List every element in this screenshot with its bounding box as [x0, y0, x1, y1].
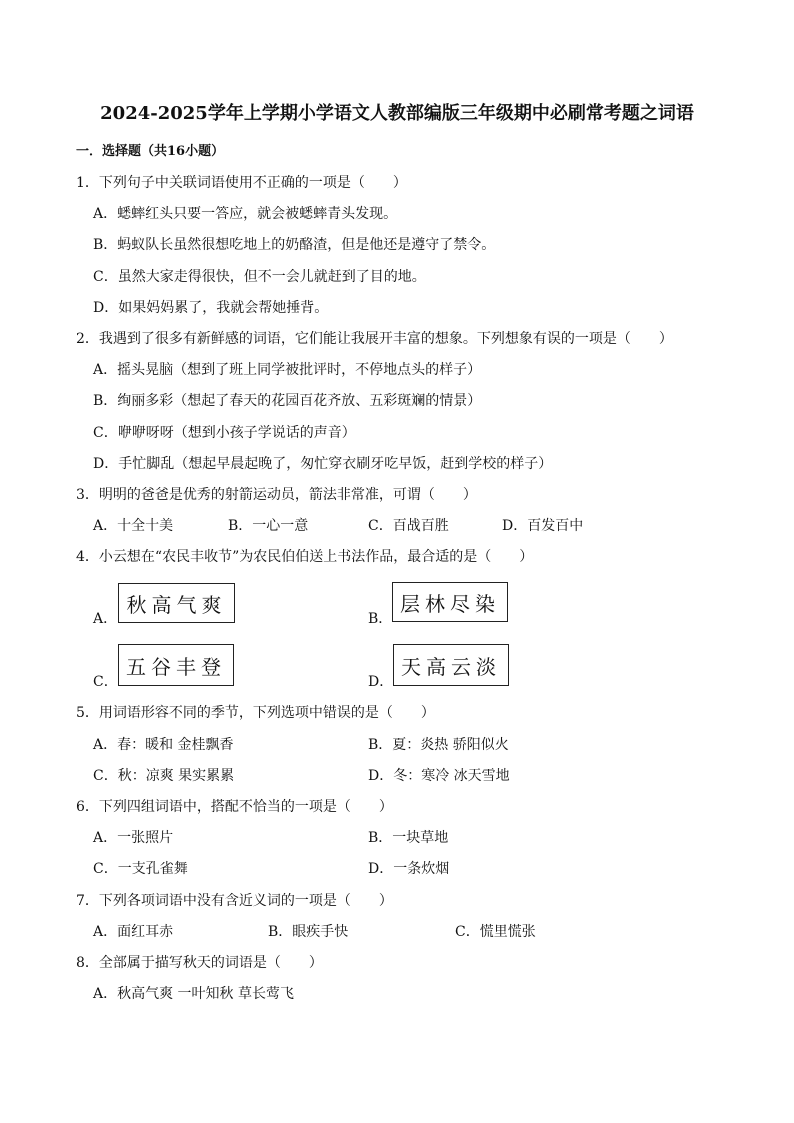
option-5b[interactable]: B．夏：炎热 骄阳似火 — [368, 737, 509, 753]
option-4a-calligraphy-box[interactable]: 秋高气爽 — [118, 583, 235, 623]
option-1d[interactable]: D．如果妈妈累了，我就会帮她捶背。 — [93, 300, 329, 316]
option-6c[interactable]: C．一支孔雀舞 — [93, 861, 188, 877]
option-2c[interactable]: C．咿咿呀呀（想到小孩子学说话的声音） — [93, 425, 356, 441]
option-1b[interactable]: B．蚂蚁队长虽然很想吃地上的奶酪渣，但是他还是遵守了禁令。 — [93, 237, 496, 253]
question-stem-3: 3．明明的爸爸是优秀的射箭运动员，箭法非常准，可谓（ ） — [76, 487, 477, 503]
option-5c[interactable]: C．秋：凉爽 果实累累 — [93, 768, 235, 784]
option-2d[interactable]: D．手忙脚乱（想起早晨起晚了，匆忙穿衣刷牙吃早饭，赶到学校的样子） — [93, 456, 553, 472]
option-7b[interactable]: B．眼疾手快 — [268, 924, 349, 940]
question-stem-2: 2．我遇到了很多有新鲜感的词语，它们能让我展开丰富的想象。下列想象有误的一项是（ ） — [76, 331, 673, 347]
option-5a[interactable]: A．春：暖和 金桂飘香 — [93, 737, 234, 753]
option-1c[interactable]: C．虽然大家走得很快，但不一会儿就赶到了目的地。 — [93, 269, 426, 285]
question-stem-6: 6．下列四组词语中，搭配不恰当的一项是（ ） — [76, 799, 393, 815]
question-stem-4: 4．小云想在“农民丰收节”为农民伯伯送上书法作品，最合适的是（ ） — [76, 549, 534, 565]
option-2b[interactable]: B．绚丽多彩（想起了春天的花园百花齐放、五彩斑斓的情景） — [93, 393, 482, 409]
section-heading: 一．选择题（共16小题） — [76, 144, 225, 159]
option-4b-letter[interactable]: B． — [368, 611, 393, 627]
option-3c[interactable]: C．百战百胜 — [368, 518, 449, 534]
option-4b-calligraphy-box[interactable]: 层林尽染 — [392, 582, 508, 622]
option-2a[interactable]: A．摇头晃脑（想到了班上同学被批评时，不停地点头的样子） — [93, 362, 482, 378]
option-4a-letter[interactable]: A． — [93, 611, 118, 627]
option-4d-letter[interactable]: D． — [368, 674, 394, 690]
page-title: 2024-2025学年上学期小学语文人教部编版三年级期中必刷常考题之词语 — [100, 103, 694, 124]
question-stem-8: 8．全部属于描写秋天的词语是（ ） — [76, 955, 323, 971]
option-6d[interactable]: D．一条炊烟 — [368, 861, 450, 877]
option-6b[interactable]: B．一块草地 — [368, 830, 449, 846]
question-stem-5: 5．用词语形容不同的季节，下列选项中错误的是（ ） — [76, 705, 435, 721]
option-3d[interactable]: D．百发百中 — [502, 518, 584, 534]
option-6a[interactable]: A．一张照片 — [93, 830, 174, 846]
option-1a[interactable]: A．蟋蟀红头只要一答应，就会被蟋蟀青头发现。 — [93, 206, 398, 222]
option-8a[interactable]: A．秋高气爽 一叶知秋 草长莺飞 — [93, 986, 295, 1002]
option-7a[interactable]: A．面红耳赤 — [93, 924, 174, 940]
option-4c-calligraphy-box[interactable]: 五谷丰登 — [118, 644, 234, 686]
question-stem-7: 7．下列各项词语中没有含近义词的一项是（ ） — [76, 893, 393, 909]
option-3a[interactable]: A．十全十美 — [93, 518, 174, 534]
question-stem-1: 1．下列句子中关联词语使用不正确的一项是（ ） — [76, 175, 407, 191]
option-5d[interactable]: D．冬：寒冷 冰天雪地 — [368, 768, 510, 784]
option-7c[interactable]: C．慌里慌张 — [455, 924, 536, 940]
option-3b[interactable]: B．一心一意 — [228, 518, 309, 534]
option-4d-calligraphy-box[interactable]: 天高云淡 — [393, 644, 509, 686]
option-4c-letter[interactable]: C． — [93, 674, 118, 690]
